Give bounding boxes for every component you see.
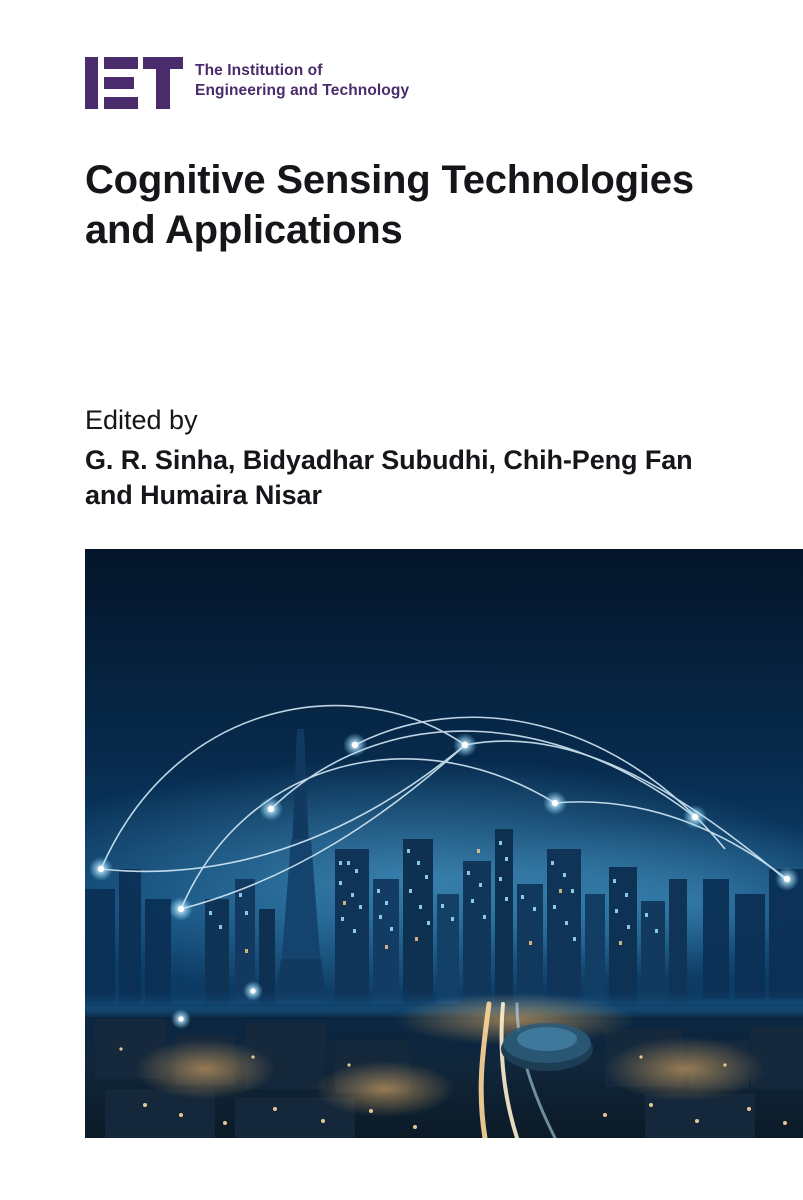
editors-line-2: and Humaira Nisar — [85, 480, 322, 511]
editors-list — [85, 443, 735, 513]
book-title — [85, 155, 725, 256]
iet-logo-mark-icon — [85, 57, 183, 109]
cover-photo — [85, 549, 803, 1138]
publisher-name-line-2: Engineering and Technology — [195, 82, 410, 100]
book-title-line-1: Cognitive Sensing Technologies — [85, 158, 694, 202]
publisher-logo — [85, 57, 409, 109]
publisher-name-line-1: The Institution of — [195, 62, 323, 79]
editors-line-1: G. R. Sinha, Bidyadhar Subudhi, Chih-Peng Fan — [85, 445, 693, 475]
edited-by-label: Edited by — [85, 405, 198, 435]
book-title-line-2: and Applications — [85, 208, 403, 253]
publisher-name — [195, 57, 409, 102]
